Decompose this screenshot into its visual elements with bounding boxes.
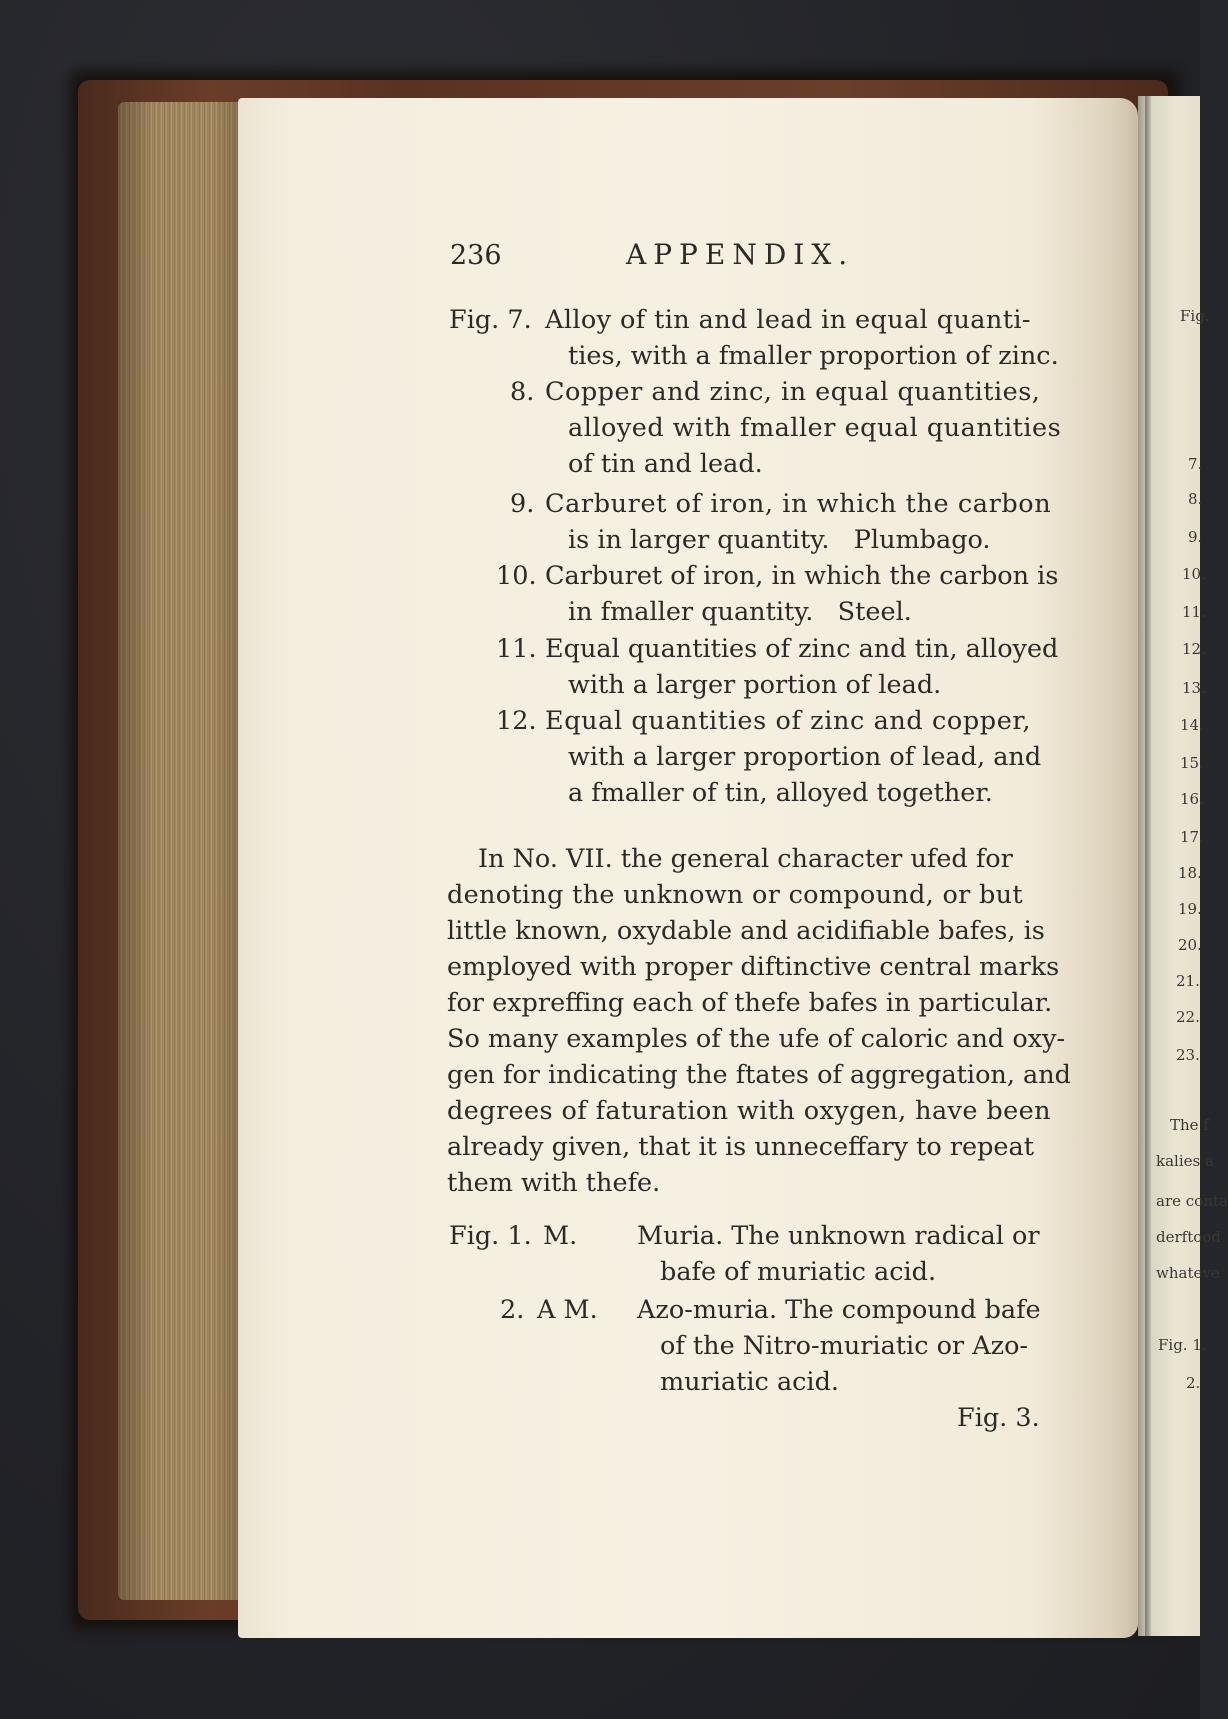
item-line: a fmaller of tin, alloyed together. xyxy=(568,778,993,808)
item-line: is in larger quantity. Plumbago. xyxy=(568,525,991,555)
figure-number: Fig. 1. xyxy=(449,1221,532,1251)
paragraph-line: denoting the unknown or compound, or but xyxy=(447,880,1023,910)
item-number: 11. xyxy=(496,634,537,664)
item-line: Equal quantities of zinc and tin, alloyed xyxy=(545,634,1059,664)
item-line: Equal quantities of zinc and copper, xyxy=(545,706,1032,736)
item-line: in fmaller quantity. Steel. xyxy=(568,597,912,627)
item-number: 8. xyxy=(510,377,535,407)
facing-fragment: kalies a xyxy=(1156,1152,1214,1170)
figure-number: 2. xyxy=(500,1295,525,1325)
item-line: alloyed with fmaller equal quantities xyxy=(568,413,1062,443)
facing-fragment: 11. xyxy=(1182,603,1206,621)
item-line: Carburet of iron, in which the carbon is xyxy=(545,561,1059,591)
paragraph-line: gen for indicating the ftates of aggregation, and xyxy=(447,1060,1072,1090)
facing-fragment: whateve xyxy=(1156,1264,1220,1282)
item-line: ties, with a fmaller proportion of zinc. xyxy=(568,341,1059,371)
page-number: 236 xyxy=(450,240,502,271)
facing-fragment: 22. xyxy=(1176,1008,1200,1026)
paragraph-line: for expreffing each of thefe bafes in particular. xyxy=(447,988,1053,1018)
figure-line: Muria. The unknown radical or xyxy=(637,1221,1040,1251)
item-line: with a larger proportion of lead, and xyxy=(568,742,1042,772)
item-number: Fig. 7. xyxy=(449,305,532,335)
figure-symbol: A M. xyxy=(537,1295,598,1325)
facing-fragment: Fig. xyxy=(1180,307,1210,325)
facing-fragment: 16. xyxy=(1180,790,1204,808)
facing-fragment: derftood xyxy=(1156,1228,1221,1246)
figure-line: muriatic acid. xyxy=(660,1367,840,1397)
paragraph-line: little known, oxydable and acidifiable bafes, is xyxy=(447,916,1045,946)
facing-fragment: 9. xyxy=(1188,528,1203,546)
facing-fragment: 2. xyxy=(1186,1374,1201,1392)
facing-fragment: 10. xyxy=(1182,565,1206,583)
paragraph-line: them with thefe. xyxy=(447,1168,661,1198)
item-number: 12. xyxy=(496,706,537,736)
catchword: Fig. 3. xyxy=(957,1403,1040,1433)
item-number: 9. xyxy=(510,489,535,519)
item-line: with a larger portion of lead. xyxy=(568,670,942,700)
facing-fragment: 17. xyxy=(1180,828,1204,846)
paragraph-line: already given, that it is unneceffary to repeat xyxy=(447,1132,1034,1162)
facing-fragment: 7. xyxy=(1188,455,1203,473)
facing-fragment: The f xyxy=(1170,1116,1209,1134)
facing-fragment: are conta xyxy=(1156,1192,1228,1210)
item-line: of tin and lead. xyxy=(568,449,763,479)
facing-fragment: 12. xyxy=(1182,640,1206,658)
facing-fragment: 20. xyxy=(1178,936,1202,954)
item-line: Carburet of iron, in which the carbon xyxy=(545,489,1052,519)
facing-fragment: 18. xyxy=(1178,864,1202,882)
figure-symbol: M. xyxy=(543,1221,578,1251)
facing-fragment: 8. xyxy=(1188,490,1203,508)
facing-fragment: 13. xyxy=(1182,679,1206,697)
facing-fragment: 14. xyxy=(1180,716,1204,734)
item-line: Copper and zinc, in equal quantities, xyxy=(545,377,1041,407)
gutter-shadow xyxy=(1145,96,1151,1636)
figure-line: bafe of muriatic acid. xyxy=(660,1257,937,1287)
facing-fragment: 19. xyxy=(1178,900,1202,918)
figure-line: of the Nitro-muriatic or Azo- xyxy=(660,1331,1029,1361)
paragraph-line: employed with proper diftinctive central marks xyxy=(447,952,1060,982)
figure-line: Azo-muria. The compound bafe xyxy=(637,1295,1041,1325)
paragraph-line: In No. VII. the general character ufed for xyxy=(478,844,1013,874)
paragraph-line: degrees of faturation with oxygen, have been xyxy=(447,1096,1051,1126)
facing-fragment: 21. xyxy=(1176,972,1200,990)
facing-fragment: Fig. 1. xyxy=(1158,1336,1207,1354)
item-line: Alloy of tin and lead in equal quanti- xyxy=(545,305,1031,335)
facing-fragment: 23. xyxy=(1176,1046,1200,1064)
item-number: 10. xyxy=(496,561,537,591)
paragraph-line: So many examples of the ufe of caloric and oxy- xyxy=(447,1024,1066,1054)
page-block-shading xyxy=(118,102,238,1600)
running-head: APPENDIX. xyxy=(626,238,855,271)
facing-fragment: 15. xyxy=(1180,754,1204,772)
